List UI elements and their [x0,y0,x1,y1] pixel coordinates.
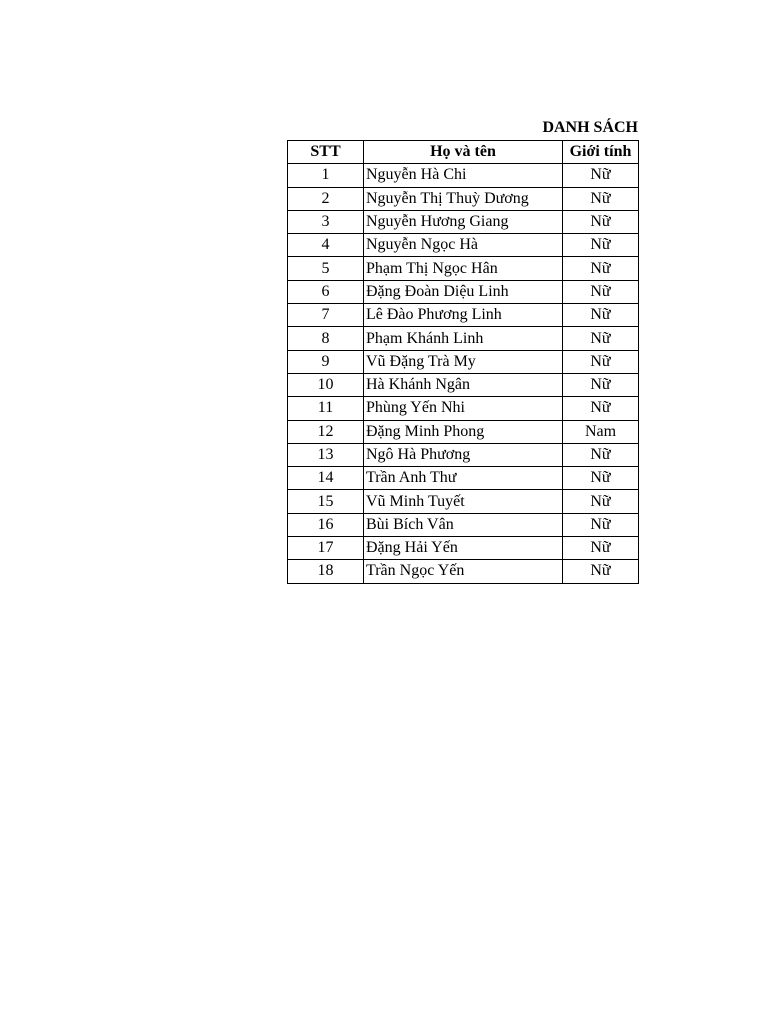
cell-stt: 4 [288,234,364,257]
table-row [288,350,639,373]
table-row [288,187,639,210]
cell-name: Nguyễn Hương Giang [364,210,563,233]
cell-name: Bùi Bích Vân [364,513,563,536]
cell-name: Phạm Khánh Linh [364,327,563,350]
cell-gender: Nữ [563,560,639,583]
header-name: Họ và tên [364,141,563,164]
student-list-table [287,140,639,584]
cell-gender: Nữ [563,490,639,513]
table-row [288,397,639,420]
cell-gender: Nữ [563,513,639,536]
table-row [288,490,639,513]
cell-name: Phùng Yến Nhi [364,397,563,420]
cell-name: Đặng Đoàn Diệu Linh [364,280,563,303]
cell-stt: 14 [288,467,364,490]
cell-stt: 11 [288,397,364,420]
cell-stt: 5 [288,257,364,280]
cell-gender: Nữ [563,304,639,327]
cell-stt: 6 [288,280,364,303]
cell-name: Đặng Hải Yến [364,537,563,560]
cell-gender: Nữ [563,373,639,396]
cell-stt: 15 [288,490,364,513]
cell-stt: 3 [288,210,364,233]
cell-gender: Nữ [563,164,639,187]
cell-stt: 16 [288,513,364,536]
cell-name: Trần Anh Thư [364,467,563,490]
cell-stt: 12 [288,420,364,443]
cell-gender: Nữ [563,350,639,373]
cell-name: Nguyễn Ngọc Hà [364,234,563,257]
cell-stt: 18 [288,560,364,583]
table-row [288,560,639,583]
cell-name: Hà Khánh Ngân [364,373,563,396]
cell-stt: 8 [288,327,364,350]
cell-name: Nguyễn Thị Thuỳ Dương [364,187,563,210]
table-body [288,164,639,583]
cell-name: Phạm Thị Ngọc Hân [364,257,563,280]
header-gender: Giới tính [563,141,639,164]
header-stt: STT [288,141,364,164]
table-row [288,234,639,257]
cell-stt: 7 [288,304,364,327]
cell-gender: Nữ [563,280,639,303]
cell-gender: Nữ [563,210,639,233]
table-row [288,537,639,560]
cell-stt: 9 [288,350,364,373]
cell-name: Vũ Đặng Trà My [364,350,563,373]
cell-gender: Nữ [563,234,639,257]
table-row [288,164,639,187]
cell-gender: Nam [563,420,639,443]
cell-name: Ngô Hà Phương [364,443,563,466]
cell-gender: Nữ [563,397,639,420]
cell-stt: 10 [288,373,364,396]
table-row [288,327,639,350]
table-row [288,280,639,303]
table-row [288,304,639,327]
table-row [288,373,639,396]
cell-gender: Nữ [563,187,639,210]
cell-stt: 2 [288,187,364,210]
page-title: DANH SÁCH [542,119,638,136]
header-row [288,141,639,164]
table-row [288,257,639,280]
cell-stt: 1 [288,164,364,187]
table-header [288,141,639,164]
cell-name: Lê Đào Phương Linh [364,304,563,327]
cell-name: Nguyễn Hà Chi [364,164,563,187]
cell-name: Đặng Minh Phong [364,420,563,443]
table-row [288,467,639,490]
table-row [288,420,639,443]
cell-stt: 17 [288,537,364,560]
cell-gender: Nữ [563,257,639,280]
cell-gender: Nữ [563,467,639,490]
cell-gender: Nữ [563,327,639,350]
table-row [288,210,639,233]
cell-name: Vũ Minh Tuyết [364,490,563,513]
cell-name: Trần Ngọc Yến [364,560,563,583]
cell-gender: Nữ [563,537,639,560]
table-row [288,443,639,466]
table-row [288,513,639,536]
cell-gender: Nữ [563,443,639,466]
cell-stt: 13 [288,443,364,466]
